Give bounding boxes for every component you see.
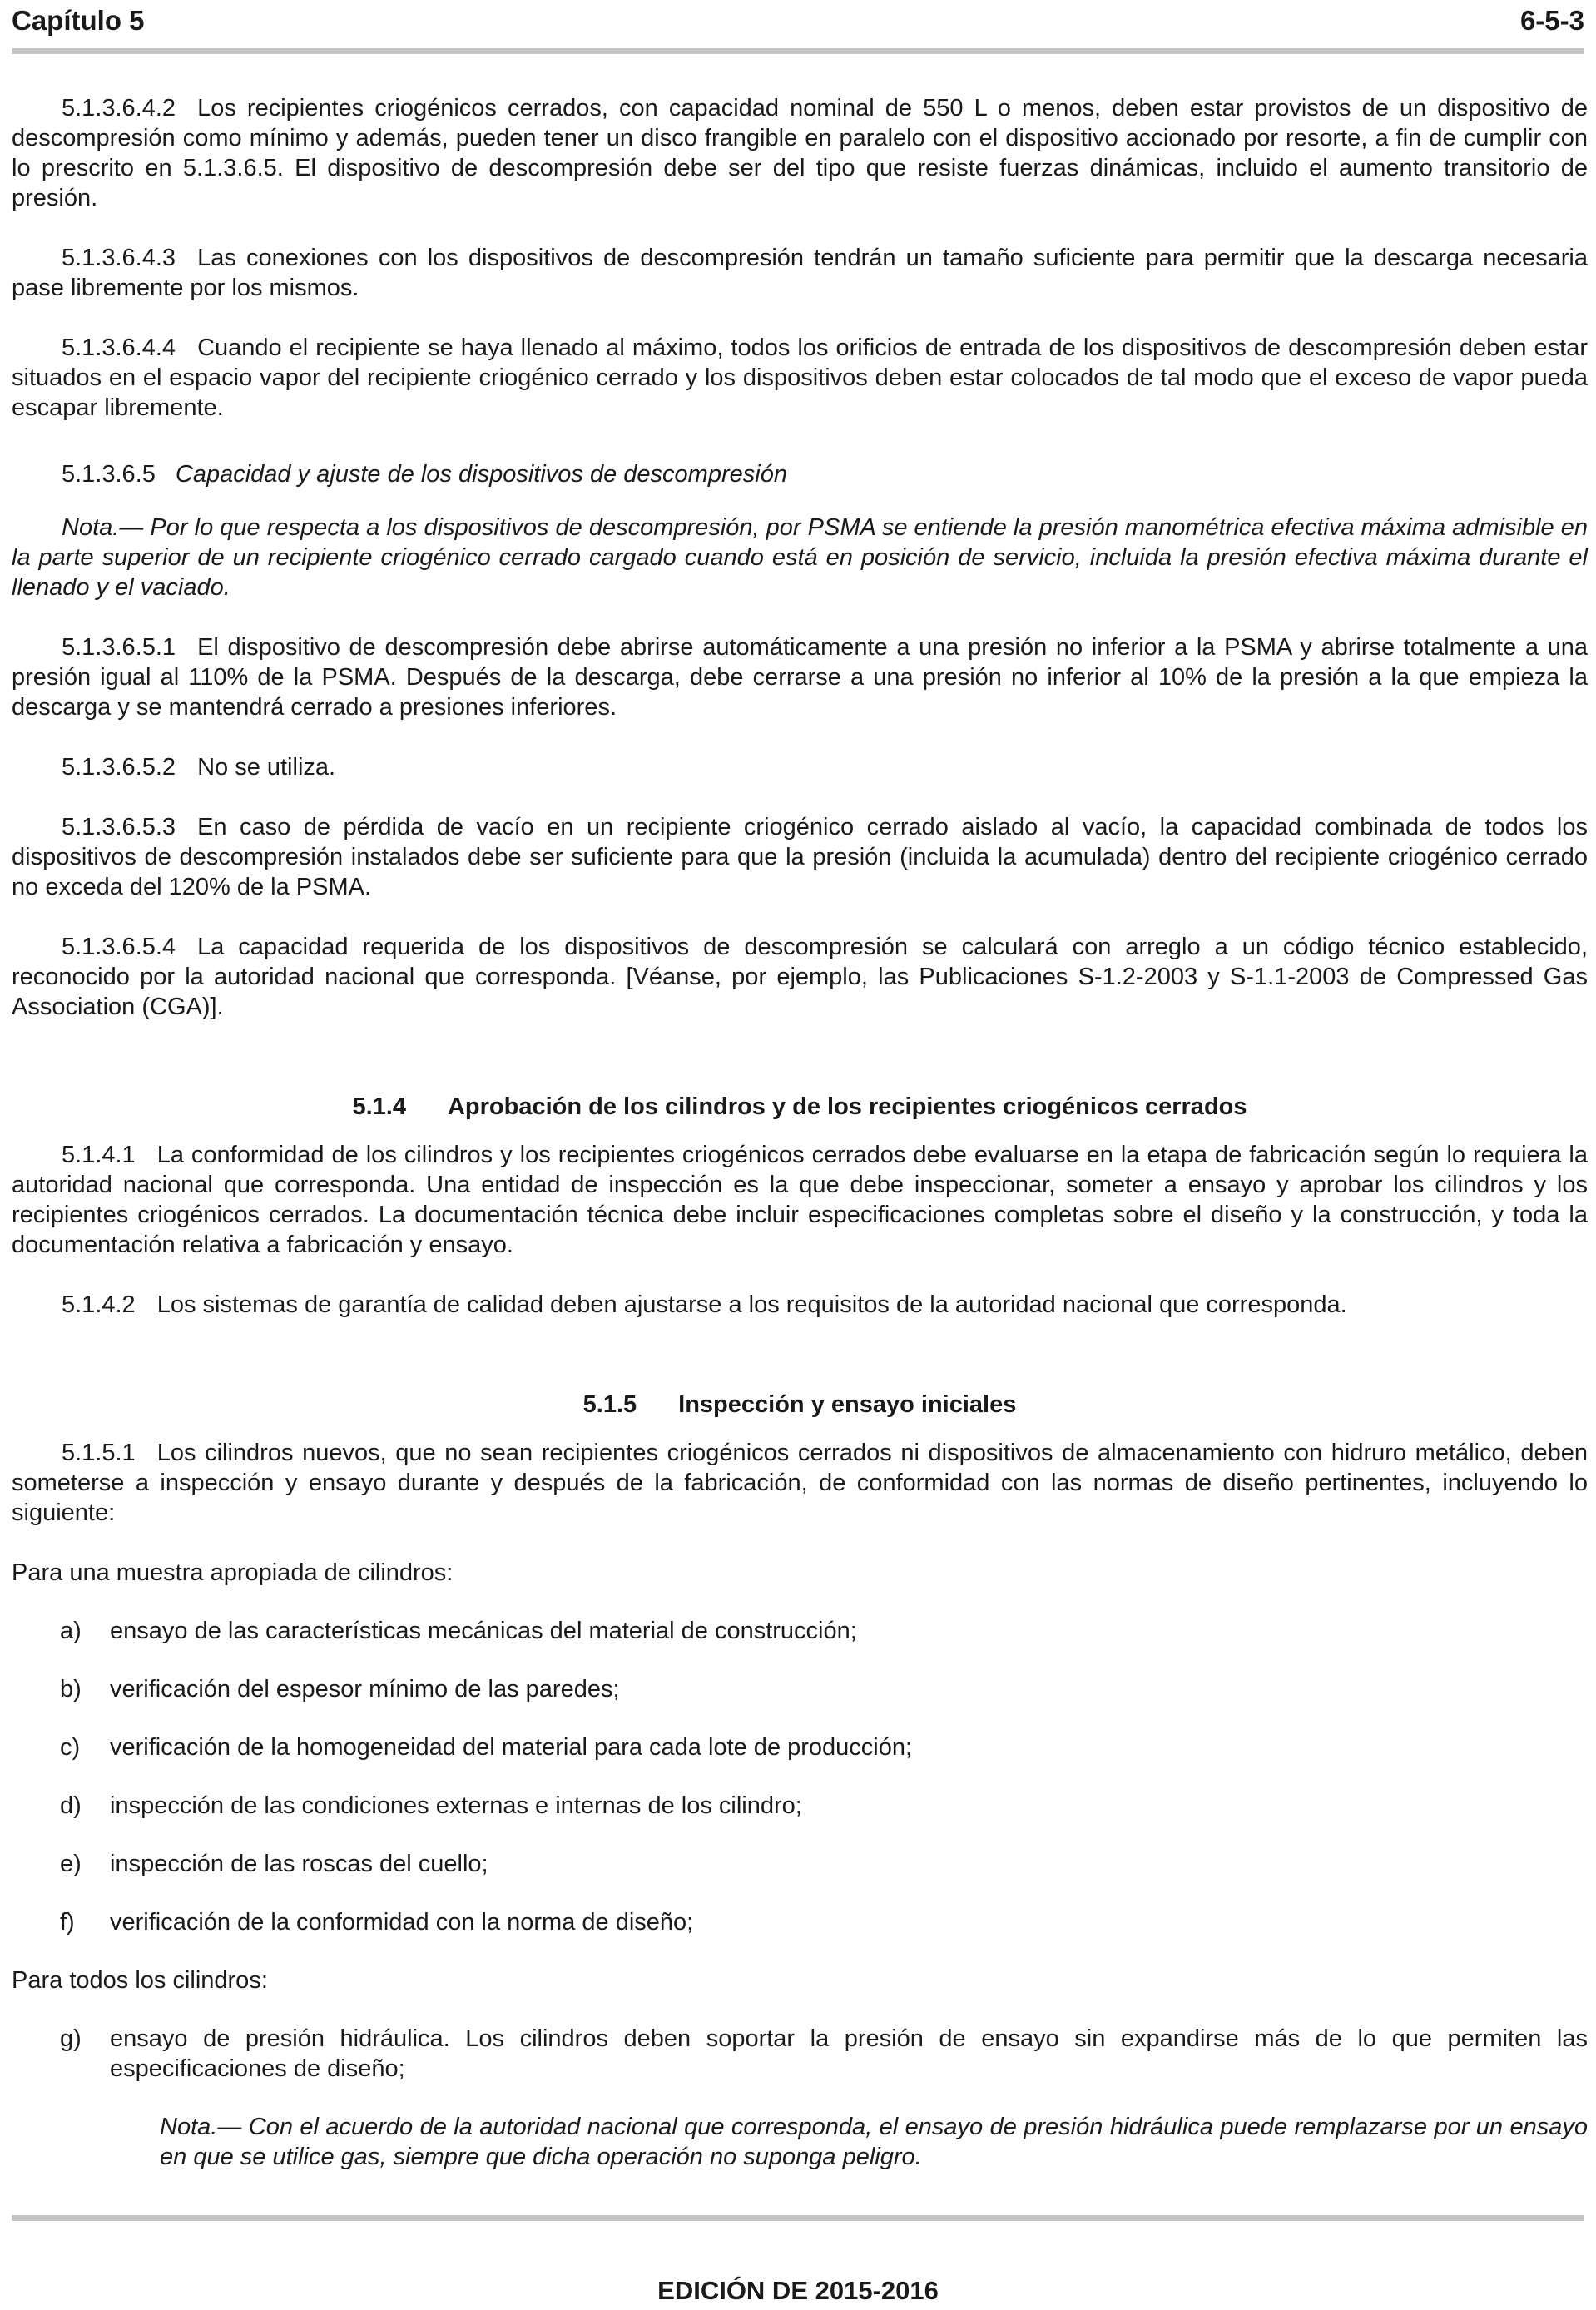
paragraph-number: 5.1.3.6.4.3 [62,245,176,271]
section-number: 5.1.5 [582,1391,637,1418]
list-letter: b) [60,1676,82,1703]
section-title: Aprobación de los cilindros y de los recipientes criogénicos cerrados [447,1093,1247,1120]
note [12,513,1588,602]
list-intro: Para todos los cilindros: [12,1967,268,1994]
list-text: verificación del espesor mínimo de las paredes; [110,1676,620,1703]
paragraph-text: Los sistemas de garantía de calidad deben ajustarse a los requisitos de la autoridad nacional que corresponda. [156,1291,1347,1318]
subsection-heading [12,459,1588,489]
paragraph [12,1438,1588,1528]
list-item [12,1616,1588,1646]
list-letter: f) [60,1909,75,1936]
page-header [12,3,1584,38]
footer-rule [12,2215,1584,2221]
list-item [12,1907,1588,1937]
paragraph-number: 5.1.4.1 [62,1142,136,1168]
paragraph-number: 5.1.3.6.5.3 [62,814,176,840]
paragraph-number: 5.1.3.6.5.1 [62,634,176,661]
list-text: inspección de las roscas del cuello; [110,1851,488,1877]
list-text: verificación de la homogeneidad del material para cada lote de producción; [110,1734,913,1761]
paragraph [12,93,1588,213]
paragraph-number: 5.1.3.6.5.2 [62,754,176,781]
paragraph-text: Los recipientes criogénicos cerrados, con capacidad nominal de 550 L o menos, deben estar provistos de un dispositivo de descompresión como mínimo y además, pueden tener un disco frangible en paralelo con el dispositivo accionado por resorte, a fin de cumplir con lo prescrito en 5.1.3.6.5. El dispositivo de descompresión debe ser del tipo que resiste fuerzas dinámicas, incluido el aumento transitorio de presión. [12,95,1588,211]
list-text: ensayo de presión hidráulica. Los cilindros deben soportar la presión de ensayo sin expandirse más de lo que permiten las especificaciones de diseño; [110,2025,1588,2082]
paragraph [12,243,1588,303]
document-body [12,93,1588,2172]
chapter-label: Capítulo 5 [12,5,145,36]
note-text: Nota.— Por lo que respecta a los dispositivos de descompresión, por PSMA se entiende la presión manométrica efectiva máxima admisible en la parte superior de un recipiente criogénico cerrado cargado cuando está en posición de servicio, incluida la presión efectiva máxima durante el llenado y el vaciado. [12,514,1588,601]
list-letter: d) [60,1792,82,1819]
list-letter: e) [60,1851,82,1877]
paragraph-number: 5.1.5.1 [62,1440,136,1466]
paragraph-text: En caso de pérdida de vacío en un recipiente criogénico cerrado aislado al vacío, la capacidad combinada de todos los dispositivos de descompresión instalados debe ser suficiente para que la presión (incluida la acumulada) dentro del recipiente criogénico cerrado no exceda del 120% de la PSMA. [12,814,1588,900]
list-text: ensayo de las características mecánicas del material de construcción; [110,1618,857,1644]
edition-footer: EDICIÓN DE 2015-2016 [657,2276,939,2305]
section-heading [12,1390,1588,1420]
section-number: 5.1.4 [352,1093,406,1120]
paragraph-number: 5.1.4.2 [62,1291,136,1318]
paragraph-number: 5.1.3.6.4.4 [62,335,176,361]
page-number: 6-5-3 [1519,5,1584,36]
paragraph [12,1140,1588,1260]
paragraph [12,333,1588,423]
subsection-number: 5.1.3.6.5 [62,461,156,488]
paragraph-text: La capacidad requerida de los dispositivos de descompresión se calculará con arreglo a un código técnico establecido, reconocido por la autoridad nacional que corresponda. [Véanse, por ejemplo, las Publicaciones S-1.2-2003 y S-1.1-2003 de Compressed Gas Association (CGA)]. [12,934,1588,1020]
paragraph [12,752,1588,782]
paragraph-text: Cuando el recipiente se haya llenado al máximo, todos los orificios de entrada de los dispositivos de descompresión deben estar situados en el espacio vapor del recipiente criogénico cerrado y los dispositivos deben estar colocados de tal modo que el exceso de vapor pueda escapar libremente. [12,335,1588,421]
paragraph [12,932,1588,1022]
paragraph-text: El dispositivo de descompresión debe abrirse automáticamente a una presión no inferior a la PSMA y abrirse totalmente a una presión igual al 110% de la PSMA. Después de la descarga, debe cerrarse a una presión no inferior al 10% de la presión a la que empieza la descarga y se mantendrá cerrado a presiones inferiores. [12,634,1588,721]
paragraph-text: Los cilindros nuevos, que no sean recipientes criogénicos cerrados ni dispositivos de almacenamiento con hidruro metálico, deben someterse a inspección y ensayo durante y después de la fabricación, de conformidad con las normas de diseño pertinentes, incluyendo lo siguiente: [12,1440,1588,1526]
paragraph [12,632,1588,722]
list-intro: Para una muestra apropiada de cilindros: [12,1559,454,1586]
list-letter: a) [60,1618,82,1644]
note: Nota.— Con el acuerdo de la autoridad nacional que corresponda, el ensayo de presión hidráulica puede remplazarse por un ensayo en que se utilice gas, siempre que dicha operación no suponga peligro. [160,2114,1588,2170]
paragraph-number: 5.1.3.6.5.4 [62,934,176,960]
list-item [12,1674,1588,1704]
list-text: verificación de la conformidad con la norma de diseño; [110,1909,694,1936]
section-heading [12,1092,1588,1122]
header-rule [12,48,1584,54]
list-text: inspección de las condiciones externas e internas de los cilindro; [110,1792,802,1819]
paragraph-text: Las conexiones con los dispositivos de descompresión tendrán un tamaño suficiente para permitir que la descarga necesaria pase libremente por los mismos. [12,245,1588,301]
list-letter: g) [60,2025,82,2052]
paragraph-number: 5.1.3.6.4.2 [62,95,176,121]
paragraph [12,812,1588,902]
list-item [12,1849,1588,1879]
list-letter: c) [60,1734,81,1761]
paragraph-text: No se utiliza. [197,754,336,781]
list-item [12,1791,1588,1821]
list-item [12,2024,1588,2084]
section-title: Inspección y ensayo iniciales [678,1391,1017,1418]
paragraph [12,1290,1588,1320]
list-item [12,1732,1588,1762]
subsection-title: Capacidad y ajuste de los dispositivos de descompresión [175,461,787,488]
paragraph-text: La conformidad de los cilindros y los recipientes criogénicos cerrados debe evaluarse en la etapa de fabricación según lo requiera la autoridad nacional que corresponda. Una entidad de inspección es la que debe inspeccionar, someter a ensayo y aprobar los cilindros y los recipientes criogénicos cerrados. La documentación técnica debe incluir especificaciones completas sobre el diseño y la construcción, y toda la documentación relativa a fabricación y ensayo. [12,1142,1588,1258]
